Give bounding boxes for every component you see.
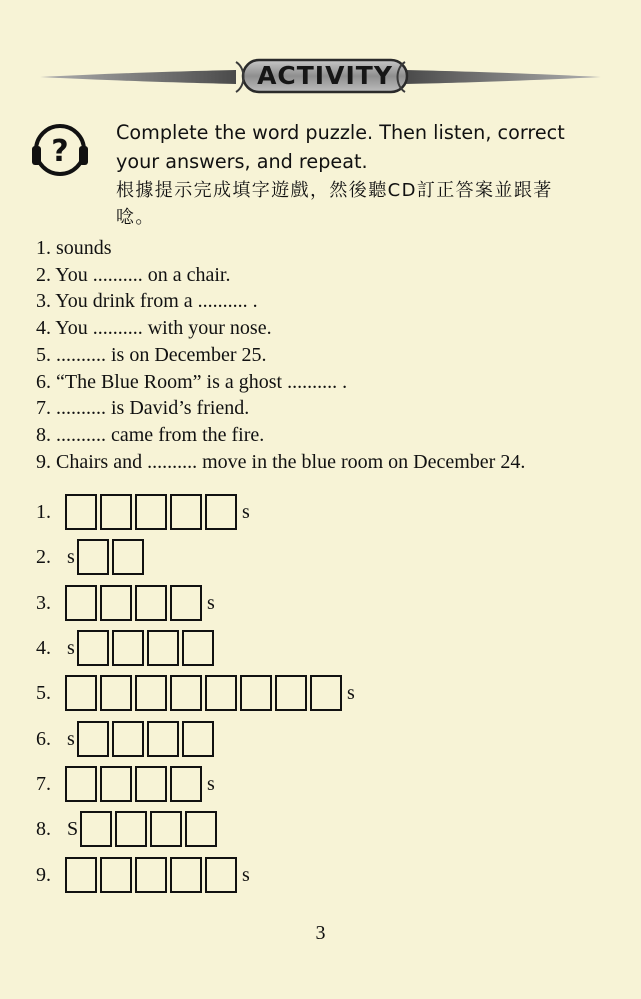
- puzzle-row-number: 3.: [36, 591, 51, 614]
- clue-item: 3. You drink from a .......... .: [36, 290, 258, 313]
- letter-box[interactable]: [135, 857, 167, 893]
- letter-box[interactable]: [100, 766, 132, 802]
- puzzle-row: [36, 719, 217, 759]
- clue-list: [36, 235, 525, 475]
- letter-box[interactable]: [100, 675, 132, 711]
- letter-box[interactable]: [147, 630, 179, 666]
- clue-item: 5. .......... is on December 25.: [36, 343, 267, 366]
- clue-item: 6. “The Blue Room” is a ghost .......... .: [36, 370, 348, 393]
- instruction-line: 唸。: [116, 207, 155, 228]
- puzzle-given-letter: s: [67, 636, 75, 659]
- instructions-english: [116, 118, 628, 176]
- letter-box[interactable]: [147, 721, 179, 757]
- letter-box[interactable]: [310, 675, 342, 711]
- puzzle-given-letter: s: [242, 500, 250, 523]
- letter-box[interactable]: [65, 857, 97, 893]
- letter-box[interactable]: [100, 494, 132, 530]
- puzzle-row: [36, 764, 217, 804]
- letter-box[interactable]: [100, 585, 132, 621]
- puzzle-given-letter: s: [207, 772, 215, 795]
- letter-box[interactable]: [170, 766, 202, 802]
- puzzle-row: [36, 855, 252, 895]
- letter-box[interactable]: [182, 630, 214, 666]
- letter-box[interactable]: [205, 857, 237, 893]
- letter-box[interactable]: [100, 857, 132, 893]
- puzzle-row-number: 6.: [36, 727, 51, 750]
- letter-box[interactable]: [135, 585, 167, 621]
- puzzle-given-letter: s: [242, 863, 250, 886]
- puzzle-given-letter: s: [347, 681, 355, 704]
- clue-item: 7. .......... is David’s friend.: [36, 397, 250, 420]
- puzzle-row: [36, 583, 217, 623]
- letter-box[interactable]: [77, 630, 109, 666]
- instruction-line: your answers, and repeat.: [116, 150, 368, 173]
- letter-box[interactable]: [240, 675, 272, 711]
- letter-box[interactable]: [275, 675, 307, 711]
- puzzle-row-number: 2.: [36, 545, 51, 568]
- puzzle-given-letter: s: [67, 727, 75, 750]
- puzzle-row-number: 1.: [36, 500, 51, 523]
- letter-box[interactable]: [112, 721, 144, 757]
- letter-box[interactable]: [112, 539, 144, 575]
- instructions-chinese: [116, 177, 616, 231]
- puzzle-row-number: 9.: [36, 863, 51, 886]
- page-number: 3: [315, 922, 326, 944]
- puzzle-row-number: 5.: [36, 681, 51, 704]
- puzzle-row: [36, 537, 147, 577]
- letter-box[interactable]: [170, 857, 202, 893]
- puzzle-given-letter: S: [67, 817, 79, 840]
- clue-item: 2. You .......... on a chair.: [36, 263, 231, 286]
- letter-box[interactable]: [65, 494, 97, 530]
- letter-box[interactable]: [150, 811, 182, 847]
- instruction-line: 根據提示完成填字遊戲，然後聽CD訂正答案並跟著: [116, 180, 553, 201]
- letter-box[interactable]: [80, 811, 112, 847]
- letter-box[interactable]: [170, 494, 202, 530]
- clue-item: 4. You .......... with your nose.: [36, 317, 272, 340]
- letter-box[interactable]: [205, 494, 237, 530]
- letter-box[interactable]: [112, 630, 144, 666]
- letter-box[interactable]: [65, 675, 97, 711]
- puzzle-given-letter: s: [67, 545, 75, 568]
- letter-box[interactable]: [182, 721, 214, 757]
- letter-box[interactable]: [135, 766, 167, 802]
- letter-box[interactable]: [77, 721, 109, 757]
- puzzle-row: [36, 809, 220, 849]
- puzzle-row-number: 7.: [36, 772, 51, 795]
- letter-box[interactable]: [170, 585, 202, 621]
- clue-item: 8. .......... came from the fire.: [36, 423, 265, 446]
- puzzle-row: [36, 628, 217, 668]
- letter-box[interactable]: [115, 811, 147, 847]
- puzzle-row: [36, 492, 252, 532]
- letter-box[interactable]: [185, 811, 217, 847]
- letter-box[interactable]: [65, 585, 97, 621]
- puzzle-given-letter: s: [207, 591, 215, 614]
- question-headphones-icon: [30, 120, 92, 182]
- letter-box[interactable]: [77, 539, 109, 575]
- puzzle-row: [36, 673, 357, 713]
- puzzle-row-number: 8.: [36, 817, 51, 840]
- clue-item: 9. Chairs and .......... move in the blue room on December 24.: [36, 450, 526, 473]
- puzzle-row-number: 4.: [36, 636, 51, 659]
- svg-text:?: ?: [51, 134, 69, 169]
- letter-box[interactable]: [205, 675, 237, 711]
- letter-box[interactable]: [135, 675, 167, 711]
- instruction-line: Complete the word puzzle. Then listen, correct: [116, 121, 565, 144]
- activity-banner: [0, 52, 641, 104]
- letter-box[interactable]: [170, 675, 202, 711]
- letter-box[interactable]: [135, 494, 167, 530]
- banner-title: ACTIVITY: [257, 61, 393, 90]
- clue-item: 1. sounds: [36, 237, 112, 259]
- letter-box[interactable]: [65, 766, 97, 802]
